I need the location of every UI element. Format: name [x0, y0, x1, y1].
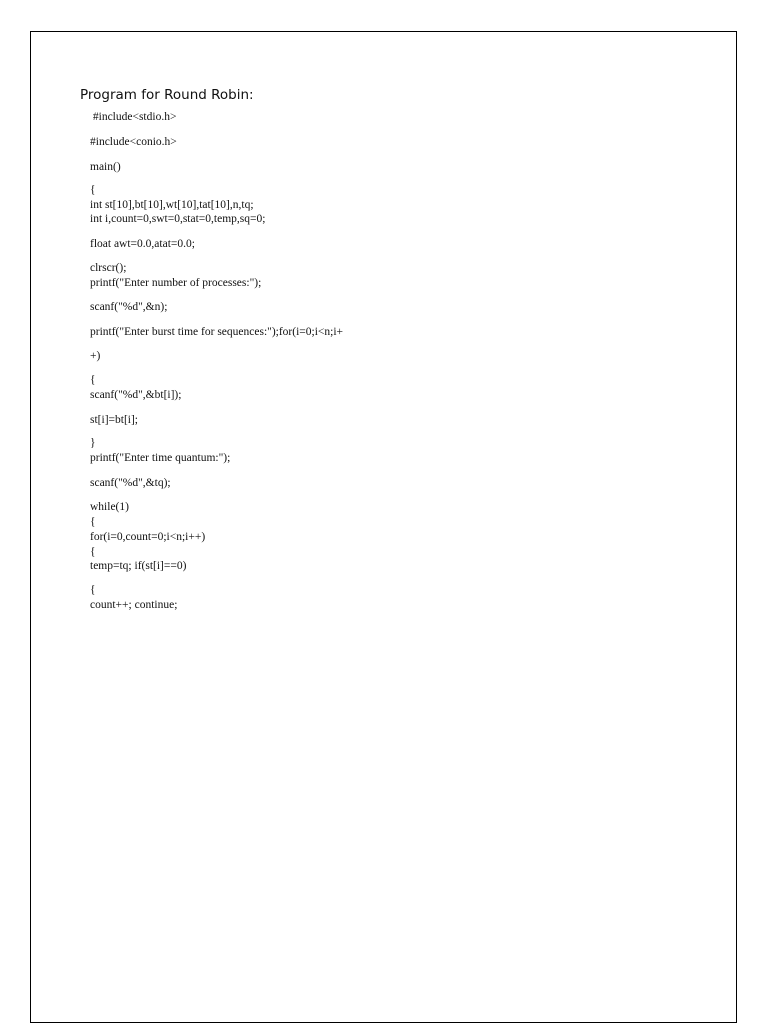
code-line-14: scanf("%d",&bt[i]); — [90, 389, 182, 401]
code-line-9: printf("Enter number of processes:"); — [90, 277, 262, 289]
code-line-20: { — [90, 516, 96, 528]
code-line-3: main() — [90, 161, 121, 173]
code-line-15: st[i]=bt[i]; — [90, 414, 139, 426]
code-line-21: for(i=0,count=0;i<n;i++) — [90, 531, 206, 543]
code-line-2: #include<conio.h> — [90, 136, 177, 148]
code-line-11: printf("Enter burst time for sequences:");for(i=0;i<n;i+ — [90, 326, 344, 338]
code-line-19: while(1) — [90, 501, 129, 513]
code-line-8: clrscr(); — [90, 262, 127, 274]
code-line-10: scanf("%d",&n); — [90, 301, 168, 313]
code-line-16: } — [90, 437, 96, 449]
code-line-1: #include<stdio.h> — [90, 111, 177, 123]
code-line-7: float awt=0.0,atat=0.0; — [90, 238, 195, 250]
code-line-12: +) — [90, 350, 101, 362]
code-line-5: int st[10],bt[10],wt[10],tat[10],n,tq; — [90, 199, 254, 211]
code-line-22: { — [90, 546, 96, 558]
code-line-13: { — [90, 374, 96, 386]
code-line-6: int i,count=0,swt=0,stat=0,temp,sq=0; — [90, 213, 266, 225]
code-line-18: scanf("%d",&tq); — [90, 477, 171, 489]
code-line-17: printf("Enter time quantum:"); — [90, 452, 231, 464]
document-title: Program for Round Robin: — [80, 87, 254, 103]
code-line-24: { — [90, 584, 96, 596]
document-page — [30, 31, 737, 1023]
code-line-23: temp=tq; if(st[i]==0) — [90, 560, 187, 572]
code-line-25: count++; continue; — [90, 599, 178, 611]
code-line-4: { — [90, 184, 96, 196]
